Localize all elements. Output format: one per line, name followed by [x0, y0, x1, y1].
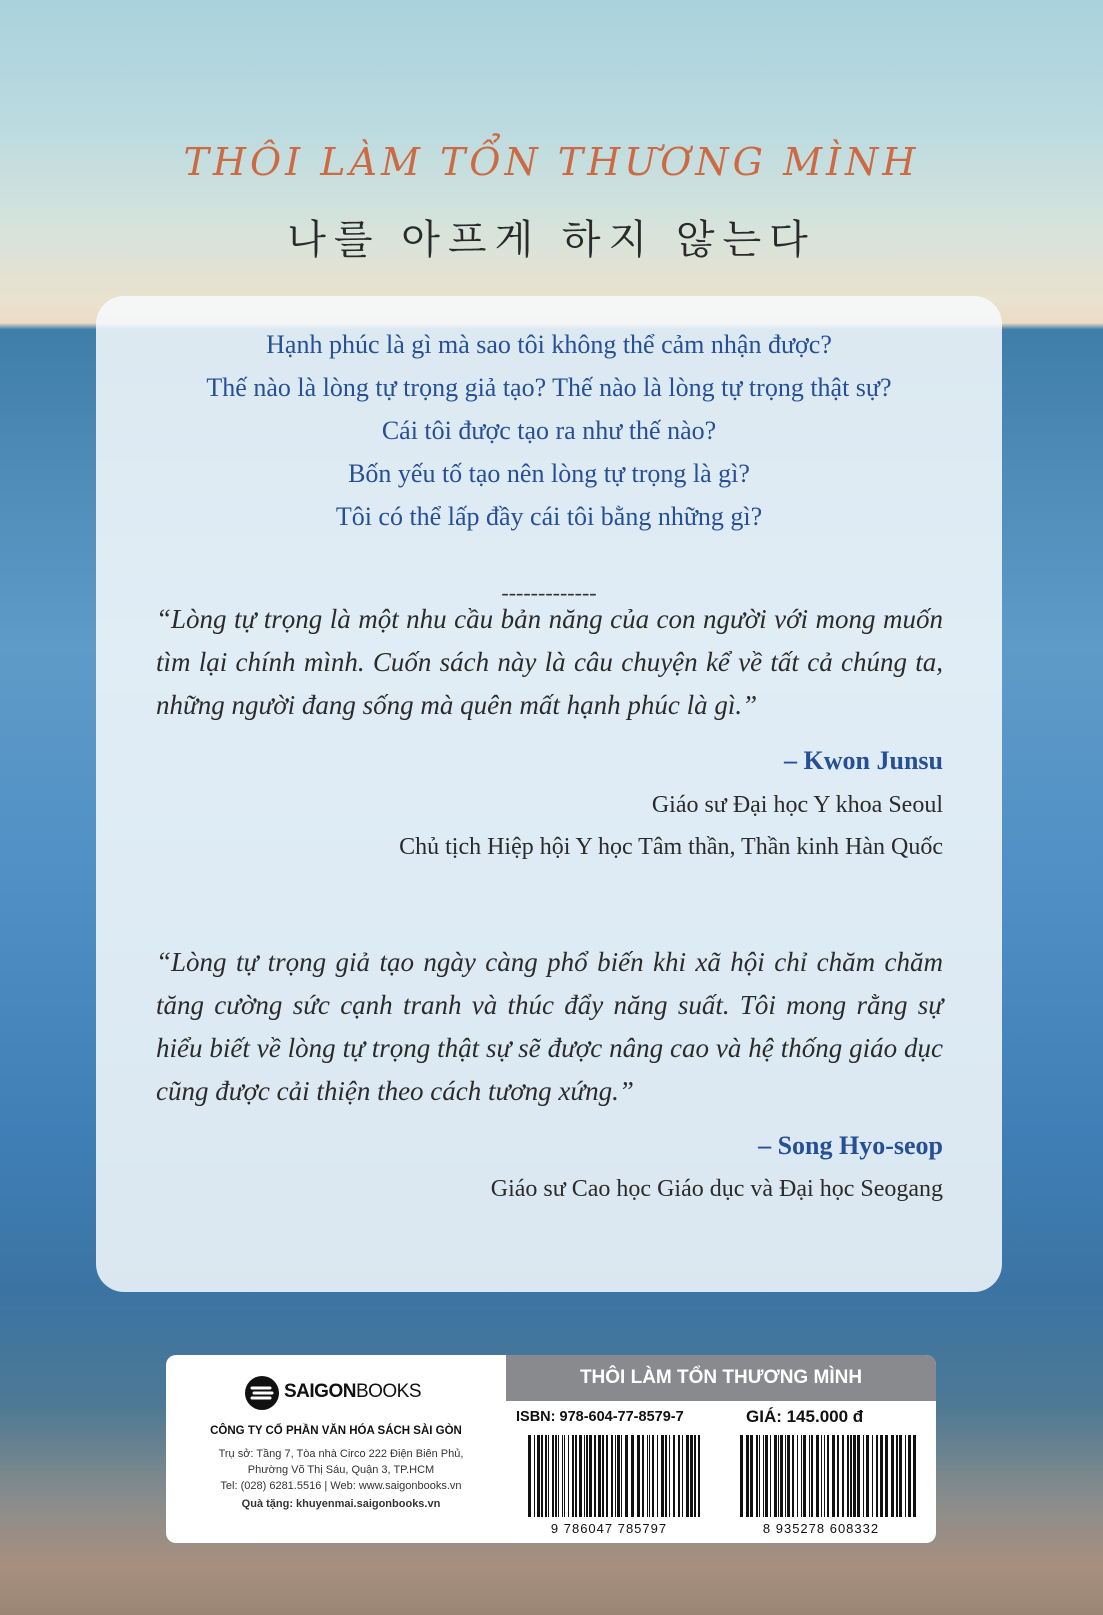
text-panel [96, 296, 1002, 1292]
publisher-section [166, 1355, 506, 1543]
company-name: CÔNG TY CỔ PHẦN VĂN HÓA SÁCH SÀI GÒN [210, 1425, 462, 1437]
book-info-title: THÔI LÀM TỔN THƯƠNG MÌNH [506, 1355, 936, 1401]
isbn-barcode [526, 1435, 706, 1517]
question-line: Thế nào là lòng tự trọng giả tạo? Thế nào là lòng tự trọng thật sự? [206, 373, 892, 402]
saigonbooks-logo-icon [244, 1375, 280, 1411]
quote-author: – Kwon Junsu [784, 746, 943, 775]
contact-line: Tel: (028) 6281.5516 | Web: www.saigonbooks.vn [220, 1480, 462, 1492]
book-info-section [506, 1355, 936, 1543]
logo-wordmark: SAIGONBOOKS [284, 1381, 422, 1402]
author-role: Giáo sư Cao học Giáo dục và Đại học Seogang [490, 1176, 943, 1202]
address-line: Phường Võ Thị Sáu, Quận 3, TP.HCM [247, 1464, 435, 1476]
question-line: Tôi có thể lấp đầy cái tôi bằng những gì? [335, 502, 763, 531]
question-line: Hạnh phúc là gì mà sao tôi không thể cảm nhận được? [266, 330, 832, 359]
publisher-info-box [166, 1355, 936, 1543]
separator: ------------- [501, 580, 597, 605]
quote-author: – Song Hyo-seop [758, 1131, 943, 1160]
isbn: ISBN: 978-604-77-8579-7 [516, 1409, 684, 1425]
author-role: Chủ tịch Hiệp hội Y học Tâm thần, Thần kinh Hàn Quốc [399, 834, 943, 860]
question-line: Bốn yếu tố tạo nên lòng tự trọng là gì? [348, 459, 750, 488]
book-title-korean: 나를 아프게 하지 않는다 [287, 217, 816, 263]
book-title-vietnamese: THÔI LÀM TỔN THƯƠNG MÌNH [183, 140, 920, 184]
author-role: Giáo sư Đại học Y khoa Seoul [651, 792, 943, 818]
price-barcode [738, 1435, 918, 1517]
question-line: Cái tôi được tạo ra như thế nào? [381, 416, 717, 445]
quote-text: “Lòng tự trọng là một nhu cầu bản năng của con người với mong muốn tìm lại chính mình. Cuốn sách này là câu chuyện kể về tất cả chúng ta, những người đang sống mà quên mất hạnh phúc là gì.” [156, 604, 943, 720]
price: GIÁ: 145.000 đ [746, 1407, 864, 1426]
quote-text: “Lòng tự trọng giả tạo ngày càng phổ biến khi xã hội chỉ chăm chăm tăng cường sức cạnh tranh và thúc đẩy năng suất. Tôi mong rằng sự hiểu biết về lòng tự trọng thật sự sẽ được nâng cao và hệ thống giáo dục cũng được cải thiện theo cách tương xứng.” [156, 947, 943, 1106]
promo-line: Quà tặng: khuyenmai.saigonbooks.vn [241, 1498, 441, 1510]
address-line: Trụ sở: Tầng 7, Tòa nhà Circo 222 Điện Biên Phủ, [218, 1448, 464, 1460]
isbn-barcode-number: 9 786047 785797 [550, 1521, 668, 1536]
price-barcode-number: 8 935278 608332 [762, 1521, 880, 1536]
saigonbooks-logo [244, 1373, 444, 1413]
